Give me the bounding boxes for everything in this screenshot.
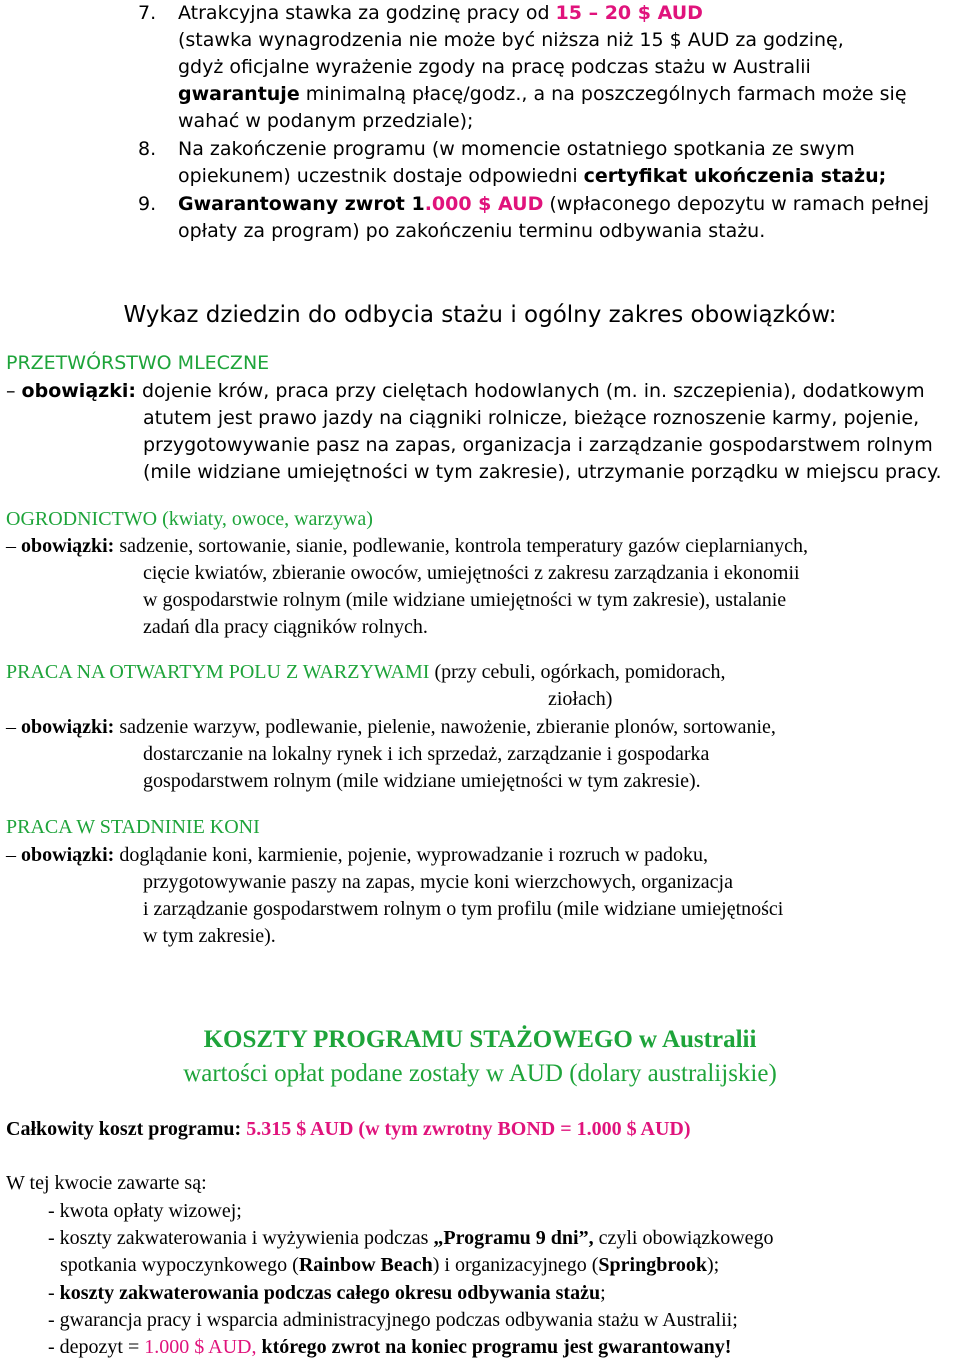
included-item-1: - kwota opłaty wizowej; — [48, 1200, 242, 1222]
gardening-line-2: cięcie kwiatów, zbieranie owoców, umiejętności z zakresu zarządzania i ekonomii — [143, 562, 800, 584]
costs-title: KOSZTY PROGRAMU STAŻOWEGO w Australii — [203, 1026, 757, 1053]
stable-line-2: przygotowywanie paszy na zapas, mycie koni wierzchowych, organizacja — [143, 871, 733, 893]
dairy-line-1: – obowiązki: dojenie krów, praca przy cielętach hodowlanych (m. in. szczepienia), dodatkowym — [6, 380, 925, 402]
gardening-line-1: – obowiązki: sadzenie, sortowanie, sianie, podlewanie, kontrola temperatury gazów cieplarnianych, — [6, 535, 808, 557]
included-item-2-continued: spotkania wypoczynkowego (Rainbow Beach) i organizacyjnego (Springbrook); — [60, 1254, 720, 1276]
list-item-7-number: 7. — [138, 2, 157, 24]
gardening-line-4: zadań dla pracy ciągników rolnych. — [143, 616, 428, 638]
certificate-text: certyfikat ukończenia stażu; — [583, 165, 887, 187]
list-item-7-line-3: gdyż oficjalne wyrażenie zgody na pracę podczas stażu w Australii — [178, 56, 811, 78]
gardening-line-3: w gospodarstwie rolnym (mile widziane umiejętności w tym zakresie), ustalanie — [143, 589, 787, 611]
refund-amount: .000 $ AUD — [424, 193, 544, 215]
deposit-amount: 1.000 $ AUD, — [144, 1336, 257, 1358]
included-item-3: - koszty zakwaterowania podczas całego okresu odbywania stażu; — [48, 1282, 606, 1304]
list-item-8-number: 8. — [138, 138, 157, 160]
vegetables-line-1: – obowiązki: sadzenie warzyw, podlewanie, pielenie, nawożenie, zbieranie plonów, sortowanie, — [6, 716, 776, 738]
stable-line-1: – obowiązki: doglądanie koni, karmienie, pojenie, wyprowadzanie i rozruch w padoku, — [6, 844, 709, 866]
list-item-7-line-4: gwarantuje minimalną płacę/godz., a na poszczególnych farmach może się — [178, 83, 907, 105]
included-item-2: - koszty zakwaterowania i wyżywienia podczas „Programu 9 dni”, czyli obowiązkowego — [48, 1227, 774, 1249]
included-item-4: - gwarancja pracy i wsparcia administracyjnego podczas odbywania stażu w Australii; — [48, 1309, 738, 1331]
stable-line-4: w tym zakresie). — [143, 925, 276, 947]
costs-subtitle: wartości opłat podane zostały w AUD (dolary australijskie) — [183, 1060, 777, 1087]
section-heading: Wykaz dziedzin do odbycia stażu i ogólny zakres obowiązków: — [123, 302, 837, 328]
list-item-9-line-1: Gwarantowany zwrot 1.000 $ AUD (wpłaconego depozytu w ramach pełnej — [178, 193, 930, 215]
vegetables-line-2: dostarczanie na lokalny rynek i ich sprzedaż, zarządzanie i gospodarka — [143, 743, 710, 765]
list-item-8-line-2: opiekunem) uczestnik dostaje odpowiedni certyfikat ukończenia stażu; — [178, 165, 887, 187]
dairy-line-4: (mile widziane umiejętności w tym zakresie), utrzymanie porządku w miejscu pracy. — [143, 461, 942, 483]
list-item-9-line-2: opłaty za program) po zakończeniu terminu odbywania stażu. — [178, 220, 766, 242]
stable-line-3: i zarządzanie gospodarstwem rolnym o tym profilu (mile widziane umiejętności — [143, 898, 784, 920]
gardening-title: OGRODNICTWO (kwiaty, owoce, warzywa) — [6, 508, 373, 530]
total-cost-value: 5.315 $ AUD (w tym zwrotny BOND = 1.000 $ AUD) — [246, 1118, 691, 1140]
list-item-7-line-2: (stawka wynagrodzenia nie może być niższa niż 15 $ AUD za godzinę, — [178, 29, 844, 51]
included-intro: W tej kwocie zawarte są: — [6, 1172, 207, 1194]
total-cost: Całkowity koszt programu: 5.315 $ AUD (w tym zwrotny BOND = 1.000 $ AUD) — [6, 1118, 691, 1140]
list-item-7-line-5: wahać w podanym przedziale); — [178, 110, 474, 132]
dairy-line-3: przygotowywanie pasz na zapas, organizacja i zarządzanie gospodarstwem rolnym — [143, 434, 933, 456]
list-item-9-number: 9. — [138, 193, 157, 215]
list-item-7-line-1: Atrakcyjna stawka za godzinę pracy od 15 – 20 $ AUD — [178, 2, 703, 24]
stable-title: PRACA W STADNINIE KONI — [6, 816, 260, 838]
dairy-line-2: atutem jest prawo jazdy na ciągniki rolnicze, bieżące roznoszenie karmy, pojenie, — [143, 407, 920, 429]
list-item-8-line-1: Na zakończenie programu (w momencie ostatniego spotkania ze swym — [178, 138, 855, 160]
dairy-title: PRZETWÓRSTWO MLECZNE — [6, 352, 270, 374]
hourly-rate: 15 – 20 $ AUD — [555, 2, 703, 24]
vegetables-title-continued: ziołach) — [548, 688, 613, 710]
included-item-5: - depozyt = 1.000 $ AUD, którego zwrot na koniec programu jest gwarantowany! — [48, 1336, 732, 1358]
vegetables-line-3: gospodarstwem rolnym (mile widziane umiejętności w tym zakresie). — [143, 770, 701, 792]
vegetables-title: PRACA NA OTWARTYM POLU Z WARZYWAMI (przy cebuli, ogórkach, pomidorach, — [6, 661, 726, 683]
